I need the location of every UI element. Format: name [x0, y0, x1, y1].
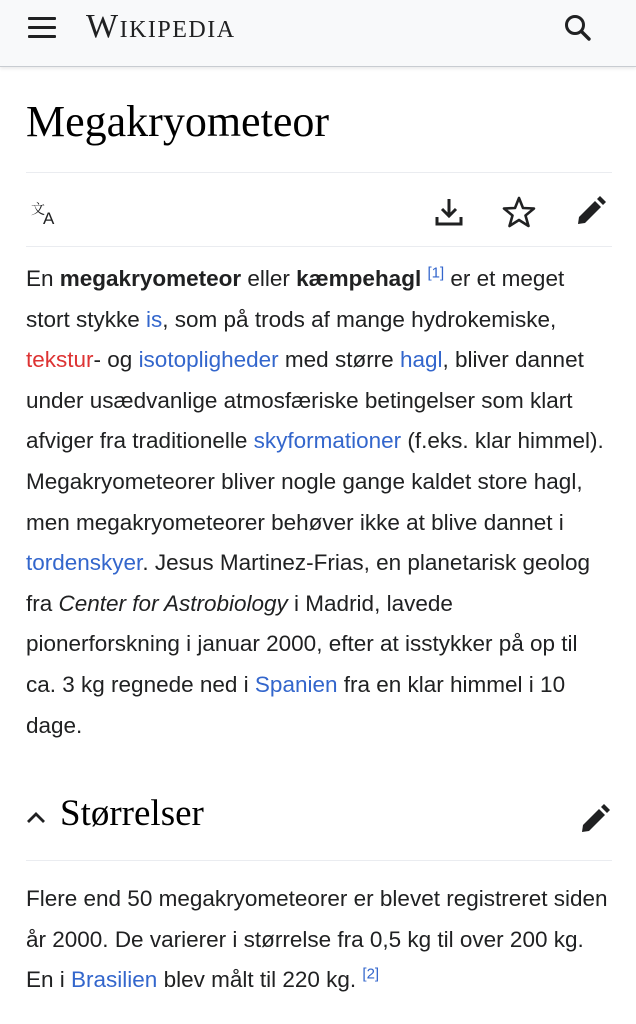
reference-2-link[interactable]: [2] — [362, 965, 380, 983]
search-icon[interactable] — [560, 10, 596, 46]
language-icon[interactable] — [28, 194, 64, 230]
link-spanien[interactable]: Spanien — [254, 671, 338, 697]
link-hagl[interactable]: hagl — [399, 347, 443, 373]
title-divider — [26, 172, 612, 173]
section-divider — [26, 860, 612, 861]
link-tordenskyer[interactable]: tordenskyer — [26, 550, 143, 576]
chevron-up-icon[interactable] — [24, 806, 48, 830]
download-icon[interactable] — [431, 194, 467, 230]
section-title[interactable]: Størrelser — [60, 793, 204, 834]
edit-pencil-icon[interactable] — [572, 194, 608, 230]
hamburger-menu-icon[interactable] — [26, 15, 58, 41]
intro-paragraph: En megakryometeor eller kæmpehagl [1] er et meget stort stykke is, som på trods af mange hydrokemiske, tekstur- og isotopligheder med større hagl, bliver dannet under usædvanlige atmosfæriske betingelser som klart afviger fra traditionelle skyformationer (f.eks. klar himmel). Megakryometeorer bliver nogle gange kaldet store hagl, men megakryometeorer behøver ikke at blive dannet i tordenskyer. Jesus Martinez-Frias, en planetarisk geolog fra Center for Astrobiology i Madrid, lavede pionerforskning i januar 2000, efter at isstykker på op til ca. 3 kg regnede ned i Spanien fra en klar himmel i 10 dage. — [26, 264, 604, 738]
link-skyformationer[interactable]: skyformationer — [253, 428, 402, 454]
section-paragraph: Flere end 50 megakryometeorer er blevet registreret siden år 2000. De varierer i størrelse fra 0,5 kg til over 200 kg. En i Brasilien blev målt til 220 kg. [2] — [26, 886, 608, 993]
wikipedia-wordmark[interactable]: Wikipedia — [86, 8, 236, 45]
star-icon[interactable] — [501, 194, 537, 230]
page-title: Megakryometeor — [26, 97, 329, 146]
section-header-stoerrelser — [0, 790, 636, 850]
svg-text:文: 文 — [31, 202, 45, 218]
link-brasilien[interactable]: Brasilien — [71, 967, 158, 993]
reference-1-link[interactable]: [1] — [427, 264, 445, 282]
link-isotopligheder[interactable]: isotopligheder — [138, 347, 279, 373]
page-actions-toolbar — [0, 186, 636, 238]
svg-text:A: A — [43, 209, 55, 228]
toolbar-divider — [26, 246, 612, 247]
link-tekstur[interactable]: tekstur — [26, 347, 94, 373]
link-is[interactable]: is — [146, 306, 163, 332]
section-edit-pencil-icon[interactable] — [576, 802, 612, 838]
header-bar — [0, 0, 636, 67]
